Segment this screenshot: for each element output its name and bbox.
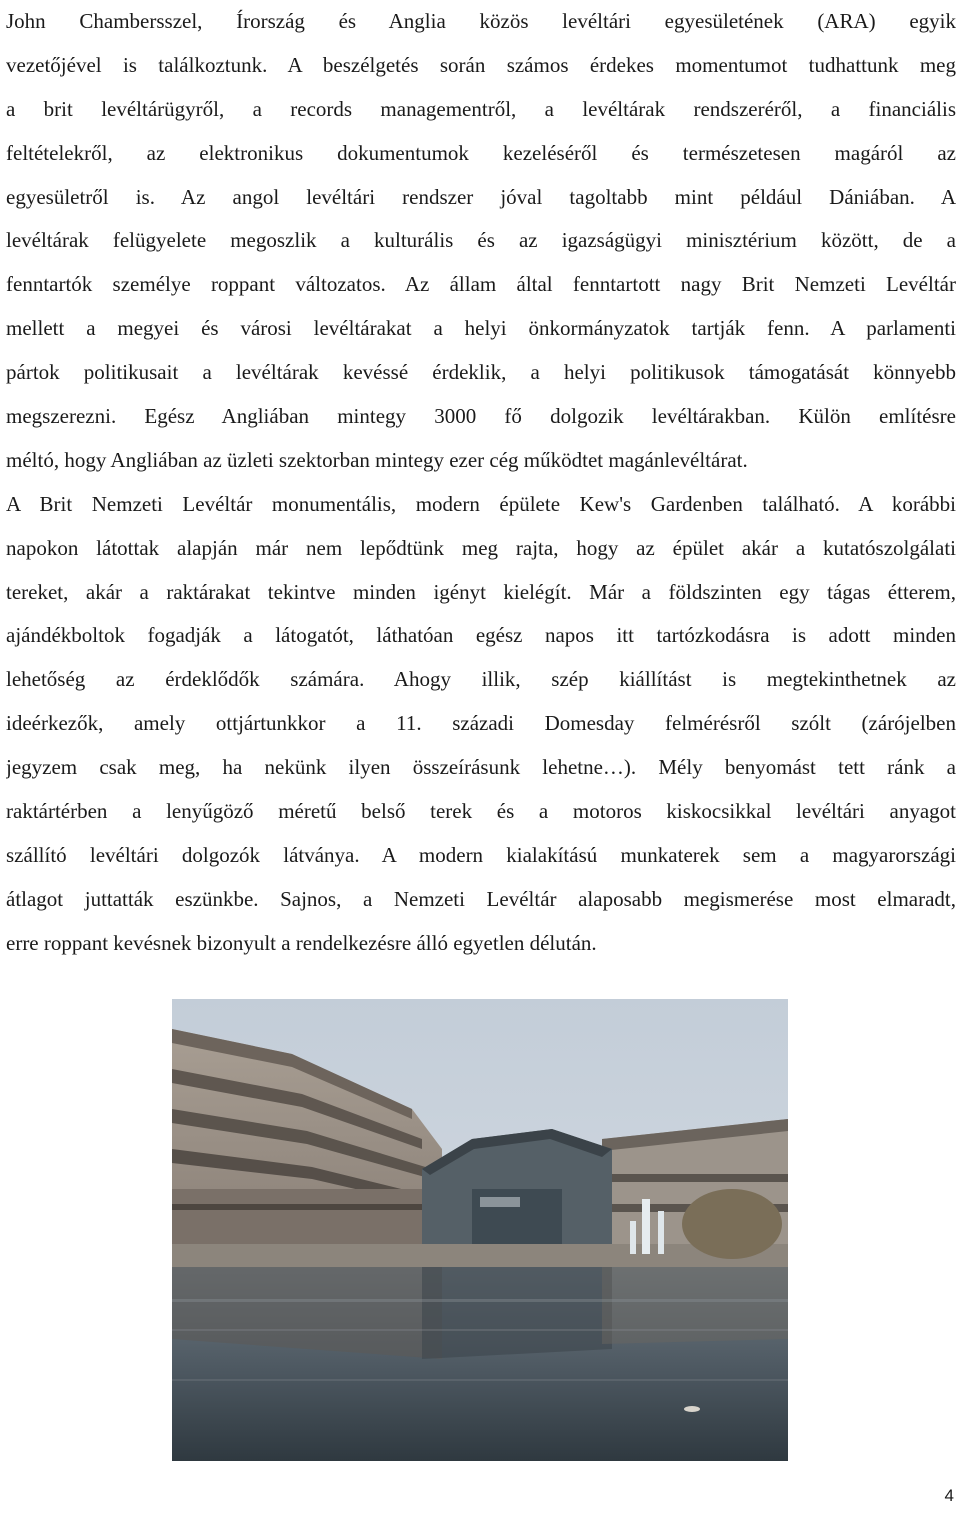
text-line: levéltárak felügyelete megoszlik a kulturális és az igazságügyi minisztérium között, de a (6, 228, 956, 253)
text-line: a brit levéltárügyről, a records managementről, a levéltárak rendszeréről, a financiális (6, 96, 956, 121)
text-line: mellett a megyei és városi levéltárakat a helyi önkormányzatok tartják fenn. A parlamenti (6, 316, 956, 341)
text-line: pártok politikusait a levéltárak kevéssé érdeklik, a helyi politikusok támogatását könnyebb (6, 360, 956, 385)
text-line: megszerezni. Egész Angliában mintegy 3000 fő dolgozik levéltárakban. Külön említésre (6, 404, 956, 429)
text-line: lehetőség az érdeklődők számára. Ahogy illik, szép kiállítást is megtekinthetnek az (6, 667, 956, 692)
building-photo (172, 999, 788, 1461)
text-line: raktártérben a lenyűgöző méretű belső terek és a motoros kiskocsikkal levéltári anyagot (6, 799, 956, 824)
text-line: méltó, hogy Angliában az üzleti szektorban mintegy ezer cég működtet magánlevéltárat. (6, 447, 748, 472)
text-line: vezetőjével is találkoztunk. A beszélgetés során számos érdekes momentumot tudhattunk meg (6, 52, 956, 77)
text-line: átlagot juttatták eszünkbe. Sajnos, a Nemzeti Levéltár alaposabb megismerése most elmaradt, (6, 886, 956, 911)
text-line: A Brit Nemzeti Levéltár monumentális, modern épülete Kew's Gardenben található. A korábbi (6, 491, 956, 516)
text-line: ideérkezők, amely ottjártunkkor a 11. századi Domesday felmérésről szólt (zárójelben (6, 711, 956, 736)
page-number: 4 (944, 1486, 954, 1505)
text-line: napokon látottak alapján már nem lepődtünk meg rajta, hogy az épület akár a kutatószolgálati (6, 535, 956, 560)
text-line: fenntartók személye roppant változatos. Az állam által fenntartott nagy Brit Nemzeti Levéltár (6, 272, 956, 297)
text-line: erre roppant kevésnek bizonyult a rendelkezésre álló egyetlen délután. (6, 930, 597, 955)
text-line: jegyzem csak meg, ha nekünk ilyen összeírásunk lehetne…). Mély benyomást tett ránk a (6, 755, 956, 780)
text-line: tereket, akár a raktárakat tekintve minden igényt kielégít. Már a földszinten egy tágas étterem, (6, 579, 956, 604)
text-line: ajándékboltok fogadják a látogatót, láthatóan egész napos itt tartózkodásra is adott minden (6, 623, 956, 648)
text-line: egyesületről is. Az angol levéltári rendszer jóval tagoltabb mint például Dániában. A (6, 184, 956, 209)
body-text (6, 0, 956, 966)
text-line: szállító levéltári dolgozók látványa. A modern kialakítású munkaterek sem a magyarországi (6, 842, 956, 867)
text-line: John Chambersszel, Írország és Anglia közös levéltári egyesületének (ARA) egyik (6, 9, 956, 33)
text-line: feltételekről, az elektronikus dokumentumok kezeléséről és természetesen magáról az (6, 140, 956, 165)
